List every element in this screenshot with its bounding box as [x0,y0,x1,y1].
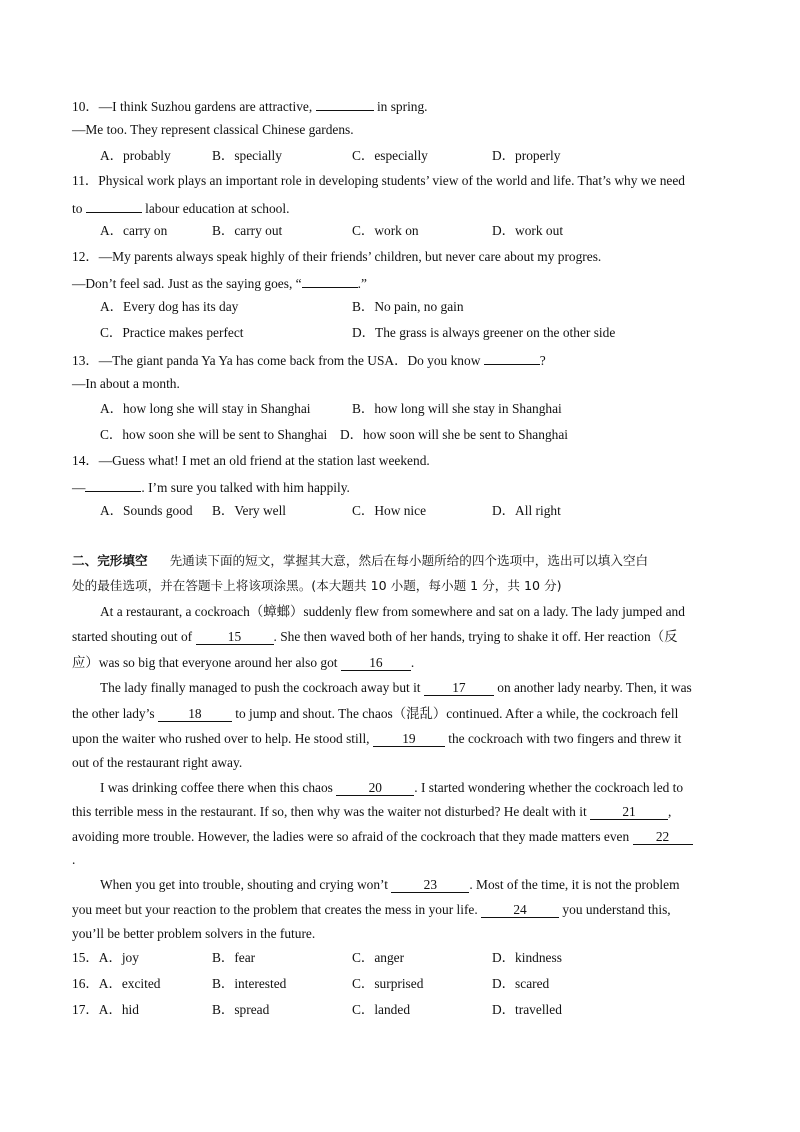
option-c: C．surprised [352,976,424,991]
stem-text: —The giant panda Ya Ya has come back from the USA．Do you know [98,353,481,368]
question-13-stem [72,350,546,370]
passage-line: you’ll be better problem solvers in the future. [72,926,316,941]
question-11-stem [72,172,685,190]
passage-line: out of the restaurant right away. [72,755,243,770]
question-number: 15． [72,950,99,965]
stem-text: —I think Suzhou gardens are attractive, [98,99,313,114]
stem-text: labour education at school. [145,201,290,216]
blank-23: 23 [391,878,469,893]
option-b: B．Very well [212,503,287,518]
option-c: C．landed [352,1002,411,1017]
option-d: D．travelled [492,1002,562,1017]
option-a: A．Sounds good [100,503,193,518]
option-a: A．Every dog has its day [100,299,239,314]
question-13-reply: —In about a month. [72,376,180,391]
passage-text: . She then waved both of her hands, trying to shake it off. Her reaction（反 [273,629,678,644]
option-c: C．how soon she will be sent to Shanghai [100,427,328,442]
blank-18: 18 [158,707,232,722]
reply-text: .” [357,276,367,291]
reply-text: —Don’t feel sad. Just as the saying goes, “ [72,276,302,291]
option-a: A．excited [98,976,161,991]
passage-line [72,628,677,646]
question-number: 10． [72,99,99,114]
passage-text: you meet but your reaction to the problem that creates the mess in your life. [72,902,478,917]
reply-text: — [72,480,86,495]
option-a: A．hid [98,1002,139,1017]
stem-text: to [72,201,83,216]
stem-text: —Guess what! I met an old friend at the station last weekend. [98,453,430,468]
passage-text: upon the waiter who rushed over to help. He stood still, [72,731,370,746]
option-a: A．probably [100,148,171,163]
option-c: C．How nice [352,503,427,518]
passage-text: I was drinking coffee there when this chaos [100,780,333,795]
option-d: D．The grass is always greener on the other side [352,325,616,340]
section-heading [72,552,648,570]
question-10-reply: —Me too. They represent classical Chinese gardens. [72,122,354,137]
section-instructions-cont: 处的最佳选项，并在答题卡上将该项涂黑。(本大题共 10 小题，每小题 1 分，共 10 分) [72,578,562,593]
answer-blank [316,96,374,111]
blank-17: 17 [424,681,494,696]
question-14-reply [72,477,350,497]
passage-text: the cockroach with two fingers and threw it [448,731,682,746]
answer-row-17 [72,1001,139,1019]
question-10-stem [72,96,428,116]
option-a: A．carry on [100,223,168,238]
question-number: 11． [72,173,99,188]
option-d: D．work out [492,223,564,238]
blank-22: 22 [633,830,693,845]
passage-text: avoiding more trouble. However, the ladies were so afraid of the cockroach that they made matters even [72,829,630,844]
passage-line [100,679,692,697]
passage-text: you understand this, [562,902,671,917]
option-c: C．work on [352,223,419,238]
answer-row-15 [72,949,139,967]
passage-text: the other lady’s [72,706,155,721]
blank-24: 24 [481,903,559,918]
stem-text: in spring. [376,99,428,114]
question-11-stem-cont [72,198,289,218]
stem-text: ? [539,353,546,368]
passage-line: . [72,852,76,867]
passage-line [72,705,678,723]
passage-text: 应）was so big that everyone around her also got [72,655,338,670]
reply-text: . I’m sure you talked with him happily. [141,480,350,495]
option-b: B．No pain, no gain [352,299,464,314]
passage-text: to jump and shout. The chaos（混乱）continued. After a while, the cockroach fell [235,706,679,721]
passage-text: this terrible mess in the restaurant. If so, then why was the waiter not disturbed? He dealt with it [72,804,587,819]
option-d: D．kindness [492,950,562,965]
passage-text: , [668,804,672,819]
blank-15: 15 [196,630,274,645]
question-12-stem [72,248,601,266]
passage-line [72,654,414,672]
passage-text: on another lady nearby. Then, it was [497,680,692,695]
passage-line [72,901,671,919]
answer-row-16 [72,975,161,993]
passage-text: The lady finally managed to push the cockroach away but it [100,680,421,695]
question-number: 12． [72,249,99,264]
option-d: D．scared [492,976,550,991]
option-c: C．especially [352,148,428,163]
option-d: D．how soon will she be sent to Shanghai [340,427,568,442]
option-b: B．fear [212,950,256,965]
option-c: C．Practice makes perfect [100,325,244,340]
passage-text: . [410,655,415,670]
passage-line [72,730,681,748]
blank-19: 19 [373,732,445,747]
question-number: 16． [72,976,99,991]
question-number: 14． [72,453,99,468]
option-a: A．how long she will stay in Shanghai [100,401,311,416]
stem-text: —My parents always speak highly of their friends’ children, but never care about my progres. [98,249,602,264]
option-b: B．interested [212,976,287,991]
passage-text: When you get into trouble, shouting and crying won’t [100,877,388,892]
option-b: B．how long will she stay in Shanghai [352,401,562,416]
passage-text: . I started wondering whether the cockroach led to [414,780,684,795]
option-b: B．carry out [212,223,283,238]
blank-20: 20 [336,781,414,796]
blank-21: 21 [590,805,668,820]
passage-text: started shouting out of [72,629,193,644]
answer-blank [85,477,141,492]
passage-text: . Most of the time, it is not the problem [469,877,680,892]
passage-line [100,779,683,797]
question-12-reply [72,273,367,293]
option-d: D．properly [492,148,561,163]
answer-blank [484,350,540,365]
question-number: 17． [72,1002,99,1017]
stem-text: Physical work plays an important role in developing students’ view of the world and life. That’s why we need [98,173,685,188]
section-instructions: 先通读下面的短文，掌握其大意，然后在每小题所给的四个选项中，选出可以填入空白 [169,553,649,568]
answer-blank [302,273,358,288]
blank-16: 16 [341,656,411,671]
option-a: A．joy [98,950,139,965]
option-c: C．anger [352,950,405,965]
passage-line [72,803,671,821]
passage-line: At a restaurant, a cockroach（蟑螂）suddenly flew from somewhere and sat on a lady. The lady jumped and [100,604,685,619]
passage-line [72,828,693,846]
question-number: 13． [72,353,99,368]
question-14-stem [72,452,430,470]
section-title: 二、完形填空 [72,553,148,568]
option-d: D．All right [492,503,561,518]
answer-blank [86,198,142,213]
option-b: B．specially [212,148,282,163]
option-b: B．spread [212,1002,270,1017]
passage-line [100,876,679,894]
